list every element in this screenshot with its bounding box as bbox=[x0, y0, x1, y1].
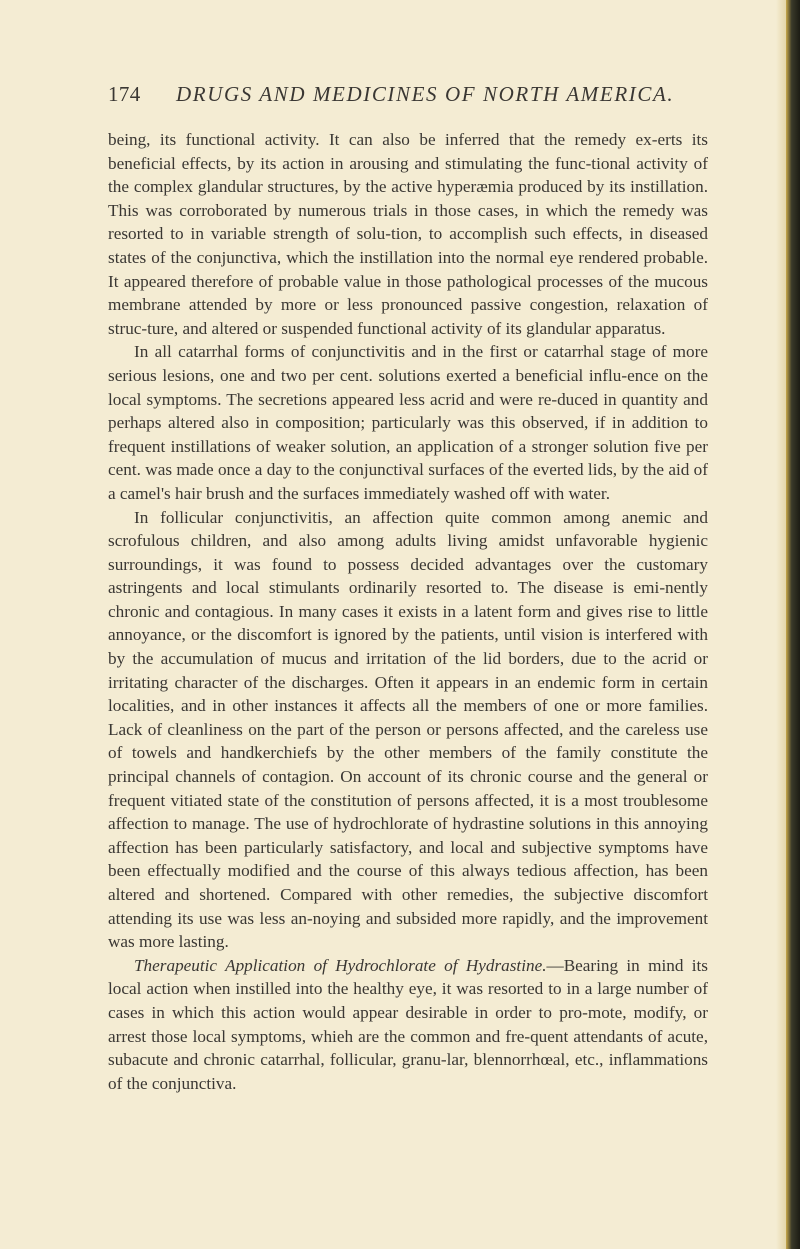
section-heading: Therapeutic Application of Hydrochlorate of Hydrastine. bbox=[134, 955, 547, 975]
page-edge-shadow bbox=[776, 0, 786, 1249]
running-title: DRUGS AND MEDICINES OF NORTH AMERICA. bbox=[176, 82, 675, 106]
paragraph-4 bbox=[108, 954, 708, 1096]
page-number: 174 bbox=[108, 82, 141, 106]
page-header bbox=[108, 82, 708, 112]
page-edge bbox=[786, 0, 800, 1249]
paragraph-4-text: —Bearing in mind its local action when instilled into the healthy eye, it was resorted to in a large number of cases in which this action would appear desirable in order to pro-mote, modify, or arrest those local symptoms, whieh are the common and fre-quent attendants of acute, subacute and chronic catarrhal, follicular, granu-lar, blennorrhœal, etc., inflammations of the conjunctiva. bbox=[108, 955, 708, 1093]
body-text bbox=[108, 128, 708, 1095]
paragraph-1: being, its functional activity. It can also be inferred that the remedy ex-erts its beneficial effects, by its action in arousing and stimulating the func-tional activity of the complex glandular structures, by the active hyperæmia produced by its instillation. This was corroborated by numerous trials in those cases, in which the remedy was resorted to in variable strength of solu-tion, to accomplish such effects, in diseased states of the conjunctiva, which the instillation into the normal eye rendered probable. It appeared therefore of probable value in those pathological processes of the mucous membrane attended by more or less pronounced passive congestion, relaxation of struc-ture, and altered or suspended functional activity of its glandular apparatus. bbox=[108, 130, 708, 338]
paragraph-3: In follicular conjunctivitis, an affection quite common among anemic and scrofulous children, and also among adults living amidst unfavorable hygienic surroundings, it was found to possess decided advantages over the customary astringents and local stimulants ordinarily resorted to. The disease is emi-nently chronic and contagious. In many cases it exists in a latent form and gives rise to little annoyance, or the discomfort is ignored by the patients, until vision is interfered with by the accumulation of mucus and irritation of the lid borders, due to the acrid or irritating character of the discharges. Often it appears in an endemic form in certain localities, and in other instances it affects all the members of one or more families. Lack of cleanliness on the part of the person or persons affected, and the careless use of towels and handkerchiefs by the other members of the family constitute the principal channels of contagion. On account of its chronic course and the general or frequent vitiated state of the constitution of persons affected, it is a most troublesome affection to manage. The use of hydrochlorate of hydrastine solutions in this annoying affection has been particularly satisfactory, and local and subjective symptoms have been effectually modified and the course of this always tedious affection, has been altered and shortened. Compared with other remedies, the subjective discomfort attending its use was less an-noying and subsided more rapidly, and the improvement was more lasting. bbox=[108, 507, 708, 952]
paragraph-2: In all catarrhal forms of conjunctivitis and in the first or catarrhal stage of more serious lesions, one and two per cent. solutions exerted a beneficial influ-ence on the local symptoms. The secretions appeared less acrid and were re-duced in quantity and perhaps altered also in composition; particularly was this observed, if in addition to frequent instillations of weaker solution, an application of a stronger solution five per cent. was made once a day to the conjunctival surfaces of the everted lids, by the aid of a camel's hair brush and the surfaces immediately washed off with water. bbox=[108, 342, 708, 503]
